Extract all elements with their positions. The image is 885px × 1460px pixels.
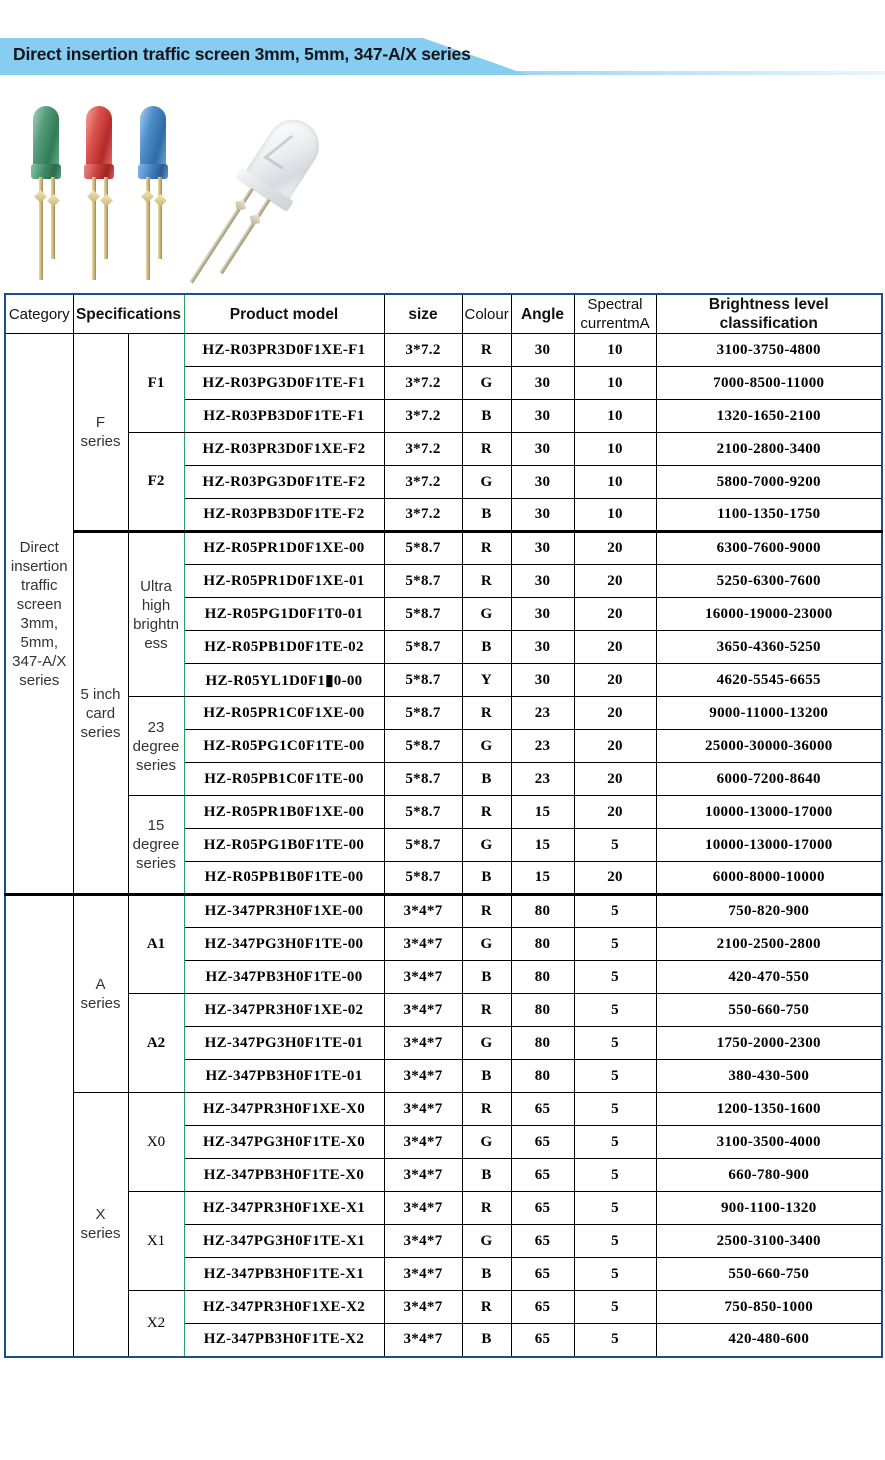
sub-spec-cell: 23 degree series [128,697,184,796]
angle-cell: 30 [511,664,574,697]
size-cell: 3*7.2 [384,433,462,466]
angle-cell: 65 [511,1258,574,1291]
led-lead-kink [154,194,167,207]
model-cell: HZ-R05PG1C0F1TE-00 [184,730,384,763]
angle-cell: 65 [511,1192,574,1225]
colour-cell: B [462,763,511,796]
sub-spec-cell: X0 [128,1093,184,1192]
spectral-cell: 10 [574,367,656,400]
size-cell: 3*4*7 [384,1093,462,1126]
table-row [5,1093,882,1126]
colour-cell: B [462,400,511,433]
angle-cell: 15 [511,796,574,829]
colour-cell: G [462,598,511,631]
spectral-cell: 5 [574,1093,656,1126]
spec-group-cell: 5 inch card series [73,532,128,895]
brightness-cell: 750-850-1000 [656,1291,882,1324]
spectral-cell: 10 [574,334,656,367]
spectral-cell: 5 [574,1192,656,1225]
angle-cell: 65 [511,1291,574,1324]
size-cell: 3*4*7 [384,1060,462,1093]
model-cell: HZ-347PG3H0F1TE-X0 [184,1126,384,1159]
angle-cell: 30 [511,532,574,565]
col-header-spectral-current: Spectral currentmA [574,294,656,334]
col-header-specifications: Specifications [73,294,184,334]
spectral-cell: 20 [574,796,656,829]
spectral-cell: 5 [574,1324,656,1357]
brightness-cell: 2500-3100-3400 [656,1225,882,1258]
led-flange [84,164,114,179]
size-cell: 5*8.7 [384,796,462,829]
model-cell: HZ-R03PB3D0F1TE-F1 [184,400,384,433]
colour-cell: G [462,928,511,961]
model-cell: HZ-347PR3H0F1XE-X2 [184,1291,384,1324]
category-cell [5,895,73,1357]
spectral-cell: 20 [574,598,656,631]
angle-cell: 65 [511,1225,574,1258]
angle-cell: 65 [511,1093,574,1126]
colour-cell: R [462,895,511,928]
model-cell: HZ-R03PG3D0F1TE-F1 [184,367,384,400]
brightness-cell: 900-1100-1320 [656,1192,882,1225]
col-header-angle: Angle [511,294,574,334]
led-lead-right [219,198,270,274]
brightness-cell: 750-820-900 [656,895,882,928]
sub-spec-cell: F2 [128,433,184,532]
model-cell: HZ-347PB3H0F1TE-X0 [184,1159,384,1192]
brightness-cell: 7000-8500-11000 [656,367,882,400]
angle-cell: 80 [511,961,574,994]
model-cell: HZ-R03PG3D0F1TE-F2 [184,466,384,499]
model-cell: HZ-R05YL1D0F1▮0-00 [184,664,384,697]
model-cell: HZ-R03PR3D0F1XE-F1 [184,334,384,367]
angle-cell: 30 [511,334,574,367]
spectral-cell: 20 [574,763,656,796]
colour-cell: Y [462,664,511,697]
brightness-cell: 9000-11000-13200 [656,697,882,730]
brightness-cell: 1750-2000-2300 [656,1027,882,1060]
sub-spec-cell: A1 [128,895,184,994]
colour-cell: R [462,994,511,1027]
size-cell: 5*8.7 [384,664,462,697]
colour-cell: B [462,499,511,532]
sub-spec-cell: A2 [128,994,184,1093]
spectral-cell: 20 [574,532,656,565]
led-lead-kink [141,190,154,203]
size-cell: 5*8.7 [384,565,462,598]
size-cell: 3*4*7 [384,1192,462,1225]
angle-cell: 23 [511,763,574,796]
sub-spec-cell: F1 [128,334,184,433]
angle-cell: 23 [511,697,574,730]
spectral-cell: 5 [574,1258,656,1291]
model-cell: HZ-347PR3H0F1XE-00 [184,895,384,928]
size-cell: 3*4*7 [384,961,462,994]
brightness-cell: 3650-4360-5250 [656,631,882,664]
colour-cell: R [462,1093,511,1126]
category-cell: Direct insertion traffic screen 3mm, 5mm, 347-A/X series [5,334,73,895]
colour-cell: G [462,1027,511,1060]
model-cell: HZ-R05PR1B0F1XE-00 [184,796,384,829]
spectral-cell: 5 [574,1027,656,1060]
spectral-cell: 10 [574,466,656,499]
size-cell: 3*7.2 [384,466,462,499]
led-lead-kink [235,200,246,211]
led-lead-kink [34,190,47,203]
sub-spec-cell: Ultra high brightness [128,532,184,697]
led-lead-kink [87,190,100,203]
angle-cell: 15 [511,862,574,895]
size-cell: 5*8.7 [384,862,462,895]
table-row [5,895,882,928]
model-cell: HZ-347PB3H0F1TE-X1 [184,1258,384,1291]
colour-cell: R [462,796,511,829]
angle-cell: 15 [511,829,574,862]
spectral-cell: 10 [574,400,656,433]
brightness-cell: 2100-2800-3400 [656,433,882,466]
angle-cell: 65 [511,1126,574,1159]
size-cell: 3*4*7 [384,1225,462,1258]
led-lead-right [104,177,108,259]
led-lead-kink [250,214,261,225]
size-cell: 5*8.7 [384,829,462,862]
colour-cell: R [462,433,511,466]
colour-cell: R [462,334,511,367]
table-row [5,697,882,730]
model-cell: HZ-347PB3H0F1TE-01 [184,1060,384,1093]
size-cell: 5*8.7 [384,763,462,796]
angle-cell: 30 [511,598,574,631]
spectral-cell: 5 [574,1225,656,1258]
brightness-cell: 5800-7000-9200 [656,466,882,499]
angle-cell: 80 [511,994,574,1027]
size-cell: 5*8.7 [384,598,462,631]
model-cell: HZ-R05PB1C0F1TE-00 [184,763,384,796]
colour-cell: B [462,961,511,994]
spectral-cell: 20 [574,697,656,730]
colour-cell: B [462,1324,511,1357]
model-cell: HZ-347PR3H0F1XE-X1 [184,1192,384,1225]
colour-cell: R [462,1192,511,1225]
col-header-product-model: Product model [184,294,384,334]
model-cell: HZ-347PB3H0F1TE-X2 [184,1324,384,1357]
size-cell: 3*7.2 [384,334,462,367]
led-lead-kink [100,194,113,207]
brightness-cell: 5250-6300-7600 [656,565,882,598]
spec-group-cell: X series [73,1093,128,1357]
col-header-category: Category [5,294,73,334]
col-header-colour: Colour [462,294,511,334]
model-cell: HZ-R05PB1D0F1TE-02 [184,631,384,664]
spec-table [4,293,883,1358]
spectral-cell: 5 [574,895,656,928]
spectral-cell: 20 [574,664,656,697]
brightness-cell: 420-480-600 [656,1324,882,1357]
size-cell: 3*4*7 [384,1159,462,1192]
spectral-cell: 5 [574,1060,656,1093]
spectral-cell: 5 [574,961,656,994]
model-cell: HZ-R05PR1D0F1XE-00 [184,532,384,565]
angle-cell: 80 [511,1027,574,1060]
brightness-cell: 1200-1350-1600 [656,1093,882,1126]
table-row [5,334,882,367]
model-cell: HZ-R05PG1D0F1T0-01 [184,598,384,631]
angle-cell: 30 [511,499,574,532]
colour-cell: R [462,697,511,730]
brightness-cell: 1100-1350-1750 [656,499,882,532]
brightness-cell: 10000-13000-17000 [656,796,882,829]
brightness-cell: 6000-7200-8640 [656,763,882,796]
colour-cell: B [462,1060,511,1093]
model-cell: HZ-R05PG1B0F1TE-00 [184,829,384,862]
spec-group-cell: A series [73,895,128,1093]
angle-cell: 80 [511,928,574,961]
brightness-cell: 3100-3750-4800 [656,334,882,367]
spectral-cell: 5 [574,1126,656,1159]
angle-cell: 80 [511,1060,574,1093]
size-cell: 5*8.7 [384,730,462,763]
angle-cell: 30 [511,466,574,499]
brightness-cell: 2100-2500-2800 [656,928,882,961]
table-row [5,994,882,1027]
angle-cell: 30 [511,631,574,664]
size-cell: 3*4*7 [384,1027,462,1060]
spectral-cell: 5 [574,1291,656,1324]
size-cell: 3*4*7 [384,1324,462,1357]
model-cell: HZ-R05PR1D0F1XE-01 [184,565,384,598]
colour-cell: B [462,1258,511,1291]
led-flange [138,164,168,179]
colour-cell: G [462,466,511,499]
brightness-cell: 16000-19000-23000 [656,598,882,631]
led-photo-red [84,106,146,291]
led-body [140,106,166,168]
size-cell: 3*7.2 [384,499,462,532]
brightness-cell: 25000-30000-36000 [656,730,882,763]
size-cell: 3*4*7 [384,1258,462,1291]
colour-cell: R [462,532,511,565]
angle-cell: 30 [511,400,574,433]
angle-cell: 30 [511,565,574,598]
colour-cell: B [462,862,511,895]
sub-spec-cell: 15 degree series [128,796,184,895]
table-row [5,532,882,565]
brightness-cell: 10000-13000-17000 [656,829,882,862]
led-flange [31,164,61,179]
size-cell: 5*8.7 [384,697,462,730]
size-cell: 5*8.7 [384,532,462,565]
model-cell: HZ-347PB3H0F1TE-00 [184,961,384,994]
size-cell: 5*8.7 [384,631,462,664]
led-body [86,106,112,168]
colour-cell: G [462,829,511,862]
spec-group-cell: F series [73,334,128,532]
table-row [5,796,882,829]
colour-cell: R [462,1291,511,1324]
colour-cell: G [462,367,511,400]
col-header-brightness: Brightness level classification [656,294,882,334]
model-cell: HZ-R03PB3D0F1TE-F2 [184,499,384,532]
spectral-cell: 5 [574,829,656,862]
size-cell: 3*7.2 [384,400,462,433]
brightness-cell: 550-660-750 [656,994,882,1027]
table-row [5,1291,882,1324]
model-cell: HZ-347PG3H0F1TE-00 [184,928,384,961]
size-cell: 3*4*7 [384,1126,462,1159]
size-cell: 3*4*7 [384,928,462,961]
brightness-cell: 4620-5545-6655 [656,664,882,697]
brightness-cell: 420-470-550 [656,961,882,994]
size-cell: 3*7.2 [384,367,462,400]
brightness-cell: 1320-1650-2100 [656,400,882,433]
header-row [5,294,882,334]
spectral-cell: 5 [574,928,656,961]
table-row [5,1192,882,1225]
angle-cell: 80 [511,895,574,928]
spectral-cell: 20 [574,631,656,664]
table-row [5,433,882,466]
led-body [33,106,59,168]
brightness-cell: 380-430-500 [656,1060,882,1093]
model-cell: HZ-R05PR1C0F1XE-00 [184,697,384,730]
brightness-cell: 6300-7600-9000 [656,532,882,565]
col-header-size: size [384,294,462,334]
model-cell: HZ-R05PB1B0F1TE-00 [184,862,384,895]
model-cell: HZ-347PR3H0F1XE-02 [184,994,384,1027]
size-cell: 3*4*7 [384,1291,462,1324]
model-cell: HZ-347PR3H0F1XE-X0 [184,1093,384,1126]
angle-cell: 23 [511,730,574,763]
model-cell: HZ-347PG3H0F1TE-X1 [184,1225,384,1258]
page-title: Direct insertion traffic screen 3mm, 5mm, 347-A/X series [13,44,471,64]
spectral-cell: 20 [574,730,656,763]
brightness-cell: 660-780-900 [656,1159,882,1192]
spectral-cell: 10 [574,433,656,466]
spectral-cell: 20 [574,565,656,598]
colour-cell: G [462,1126,511,1159]
brightness-cell: 6000-8000-10000 [656,862,882,895]
led-lead-right [51,177,55,259]
colour-cell: R [462,565,511,598]
spectral-cell: 10 [574,499,656,532]
led-lead-kink [47,194,60,207]
colour-cell: G [462,730,511,763]
colour-cell: B [462,1159,511,1192]
size-cell: 3*4*7 [384,895,462,928]
brightness-cell: 3100-3500-4000 [656,1126,882,1159]
sub-spec-cell: X2 [128,1291,184,1357]
colour-cell: B [462,631,511,664]
angle-cell: 30 [511,433,574,466]
model-cell: HZ-R03PR3D0F1XE-F2 [184,433,384,466]
model-cell: HZ-347PG3H0F1TE-01 [184,1027,384,1060]
angle-cell: 30 [511,367,574,400]
colour-cell: G [462,1225,511,1258]
spectral-cell: 20 [574,862,656,895]
spectral-cell: 5 [574,994,656,1027]
brightness-cell: 550-660-750 [656,1258,882,1291]
spectral-cell: 5 [574,1159,656,1192]
angle-cell: 65 [511,1159,574,1192]
size-cell: 3*4*7 [384,994,462,1027]
angle-cell: 65 [511,1324,574,1357]
sub-spec-cell: X1 [128,1192,184,1291]
